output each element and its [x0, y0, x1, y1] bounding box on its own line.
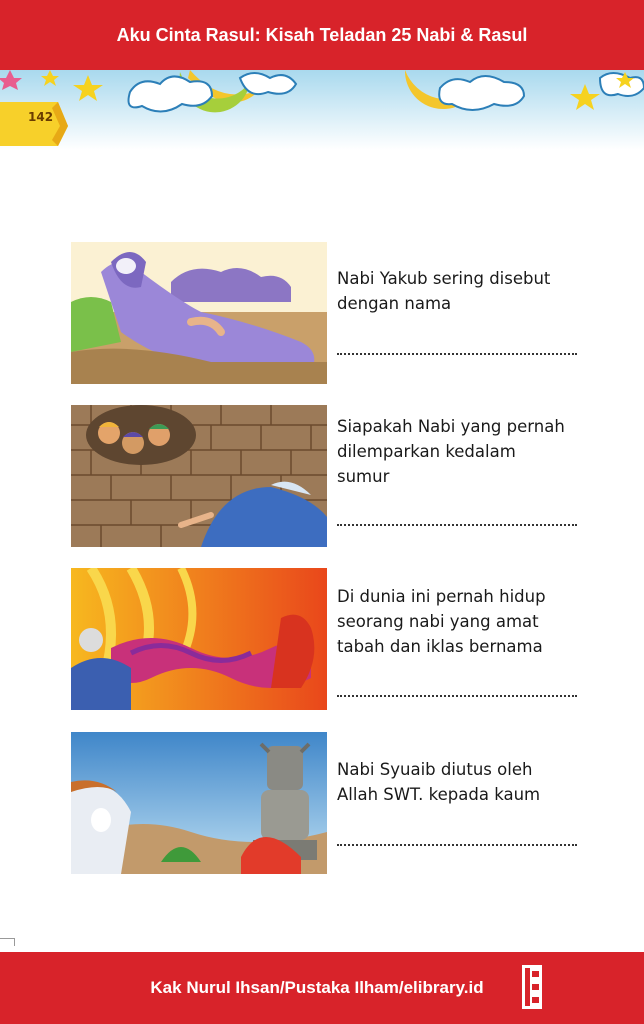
book-title: Aku Cinta Rasul: Kisah Teladan 25 Nabi & Rasul — [116, 24, 528, 45]
question-4-line-2: Allah SWT. kepada kaum — [337, 785, 541, 804]
page-number: 142 — [28, 110, 54, 124]
sleeping-man-illustration — [71, 242, 327, 384]
footer-credit: Kak Nurul Ihsan/Pustaka Ilham/elibrary.id — [150, 978, 484, 997]
fiery-serpent-illustration — [71, 568, 327, 710]
crop-mark-vertical — [14, 938, 15, 946]
answer-blank-2[interactable] — [337, 524, 577, 526]
header-bar — [0, 0, 644, 70]
question-2-line-3: sumur — [337, 467, 390, 486]
answer-blank-1[interactable] — [337, 353, 577, 355]
question-3-line-2: seorang nabi yang amat — [337, 612, 539, 631]
question-3-line-3: tabah dan iklas bernama — [337, 637, 543, 656]
illustration-card-2 — [71, 405, 327, 547]
question-1-line-2: dengan nama — [337, 294, 452, 313]
footer-bar — [0, 952, 644, 1024]
illustration-card-3 — [71, 568, 327, 710]
page-number-tag — [0, 100, 70, 148]
elibrary-logo-icon — [522, 965, 542, 1009]
idol-worship-illustration — [71, 732, 327, 874]
question-2 — [337, 414, 587, 489]
boy-in-well-illustration — [71, 405, 327, 547]
question-4 — [337, 757, 587, 807]
question-2-line-1: Siapakah Nabi yang pernah — [337, 417, 565, 436]
question-3-line-1: Di dunia ini pernah hidup — [337, 587, 546, 606]
question-4-line-1: Nabi Syuaib diutus oleh — [337, 760, 533, 779]
sky-decoration — [0, 70, 644, 150]
answer-blank-3[interactable] — [337, 695, 577, 697]
crop-mark — [0, 938, 14, 939]
answer-blank-4[interactable] — [337, 844, 577, 846]
question-2-line-2: dilemparkan kedalam — [337, 442, 516, 461]
illustration-card-4 — [71, 732, 327, 874]
illustration-card-1 — [71, 242, 327, 384]
question-1-line-1: Nabi Yakub sering disebut — [337, 269, 551, 288]
question-1 — [337, 266, 587, 316]
question-3 — [337, 584, 587, 659]
